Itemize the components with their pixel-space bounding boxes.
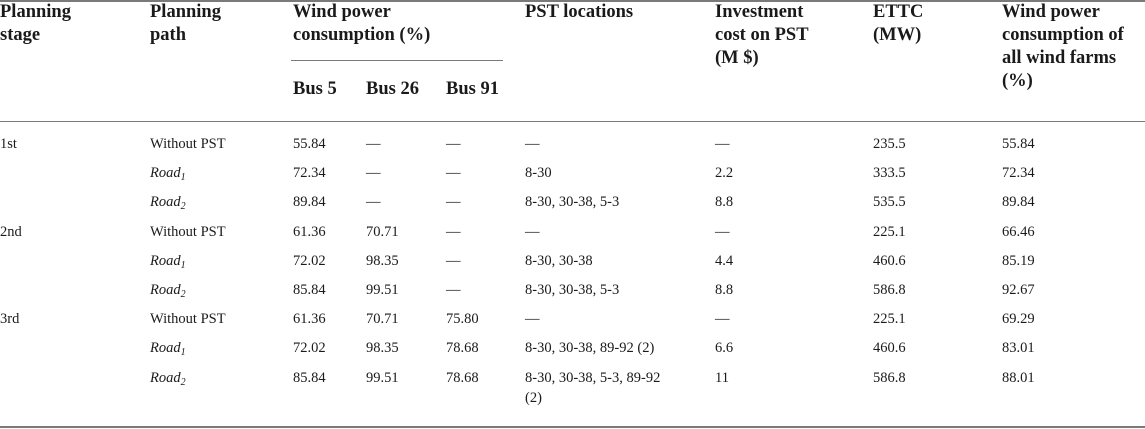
cell-planning-path [150,251,186,276]
road-label: Road [150,340,181,356]
cell-wind-power-all: 85.19 [1002,253,1035,269]
cell-planning-stage: 3rd [0,311,20,327]
cell-bus-91: — [446,136,461,152]
cell-bus-91: — [446,194,461,210]
cell-planning-path: Without PST [150,311,226,327]
cell-investment-cost: 6.6 [715,340,734,356]
cell-wind-power-all: 89.84 [1002,194,1035,210]
header-planning-path: Planning path [150,2,221,45]
cell-bus-26: 98.35 [366,253,399,269]
cell-bus-26: 70.71 [366,311,399,327]
header-bottom-rule [0,121,1145,122]
cell-bus-91: 75.80 [446,311,479,327]
cell-wind-power-all: 88.01 [1002,370,1035,386]
cell-investment-cost: 8.8 [715,194,734,210]
cell-pst-locations: — [525,136,540,152]
cell-bus-91: — [446,165,461,181]
cell-investment-cost: 11 [715,370,729,386]
cell-bus-91: — [446,253,461,269]
cell-bus-91: — [446,282,461,298]
cell-bus-26: 99.51 [366,282,399,298]
cell-investment-cost: — [715,136,730,152]
header-wind-power-consumption: Wind power consumption (%) [293,2,431,45]
road-label: Road [150,194,181,210]
cell-pst-locations: 8-30, 30-38, 5-3 [525,282,620,298]
cell-bus-91: 78.68 [446,370,479,386]
cell-planning-path [150,368,186,393]
header-bus-91: Bus 91 [446,79,499,99]
road-label: Road [150,370,181,386]
cell-bus-26: 99.51 [366,370,399,386]
cell-bus-5: 85.84 [293,370,326,386]
cell-investment-cost: 8.8 [715,282,734,298]
road-index: 1 [180,172,186,183]
header-bus-5: Bus 5 [293,79,337,99]
header-pst-locations: PST locations [525,2,634,22]
cell-planning-path: Without PST [150,224,226,240]
cell-pst-locations: 8-30 [525,165,552,181]
cell-planning-path: Without PST [150,136,226,152]
cell-bus-5: 72.02 [293,253,326,269]
cell-pst-locations: 8-30, 30-38, 5-3, 89-92 (2) [525,370,661,406]
cell-investment-cost: 2.2 [715,165,734,181]
cell-bus-26: — [366,194,381,210]
cell-wind-power-all: 72.34 [1002,165,1035,181]
cell-bus-5: 55.84 [293,136,326,152]
cell-ettc: 460.6 [873,340,906,356]
road-label: Road [150,282,181,298]
cell-pst-locations: 8-30, 30-38, 5-3 [525,194,620,210]
cell-ettc: 225.1 [873,311,906,327]
header-investment-cost: Investment cost on PST (M $) [715,2,809,68]
bottom-rule [0,426,1145,428]
cell-wind-power-all: 69.29 [1002,311,1035,327]
cell-pst-locations: 8-30, 30-38 [525,253,593,269]
header-planning-stage: Planning stage [0,2,71,45]
cell-bus-91: 78.68 [446,340,479,356]
cell-ettc: 535.5 [873,194,906,210]
cell-planning-path [150,338,186,363]
road-index: 1 [180,260,186,271]
cell-wind-power-all: 55.84 [1002,136,1035,152]
cell-ettc: 586.8 [873,370,906,386]
header-bus-26: Bus 26 [366,79,419,99]
cell-bus-5: 85.84 [293,282,326,298]
cell-bus-26: — [366,136,381,152]
cell-bus-26: 70.71 [366,224,399,240]
cell-planning-stage: 1st [0,136,17,152]
cell-planning-path [150,280,186,305]
cell-bus-5: 72.34 [293,165,326,181]
header-wind-power-all: Wind power consumption of all wind farms (%) [1002,2,1124,91]
cell-bus-5: 61.36 [293,311,326,327]
cell-planning-path [150,192,186,217]
cell-planning-stage: 2nd [0,224,22,240]
cell-bus-26: 98.35 [366,340,399,356]
road-index: 2 [180,289,186,300]
header-ettc: ETTC (MW) [873,2,924,45]
cell-investment-cost: 4.4 [715,253,734,269]
cell-ettc: 460.6 [873,253,906,269]
wind-power-group-rule [291,60,503,61]
cell-pst-locations: — [525,224,540,240]
cell-ettc: 225.1 [873,224,906,240]
cell-investment-cost: — [715,224,730,240]
cell-planning-path [150,163,186,188]
cell-pst-locations: — [525,311,540,327]
cell-pst-locations: 8-30, 30-38, 89-92 (2) [525,340,655,356]
road-label: Road [150,165,181,181]
cell-investment-cost: — [715,311,730,327]
cell-ettc: 586.8 [873,282,906,298]
cell-bus-5: 89.84 [293,194,326,210]
cell-bus-5: 72.02 [293,340,326,356]
cell-wind-power-all: 66.46 [1002,224,1035,240]
road-index: 1 [180,347,186,358]
road-label: Road [150,253,181,269]
cell-bus-5: 61.36 [293,224,326,240]
cell-ettc: 235.5 [873,136,906,152]
road-index: 2 [180,377,186,388]
cell-bus-91: — [446,224,461,240]
road-index: 2 [180,201,186,212]
cell-bus-26: — [366,165,381,181]
cell-wind-power-all: 83.01 [1002,340,1035,356]
cell-wind-power-all: 92.67 [1002,282,1035,298]
cell-ettc: 333.5 [873,165,906,181]
